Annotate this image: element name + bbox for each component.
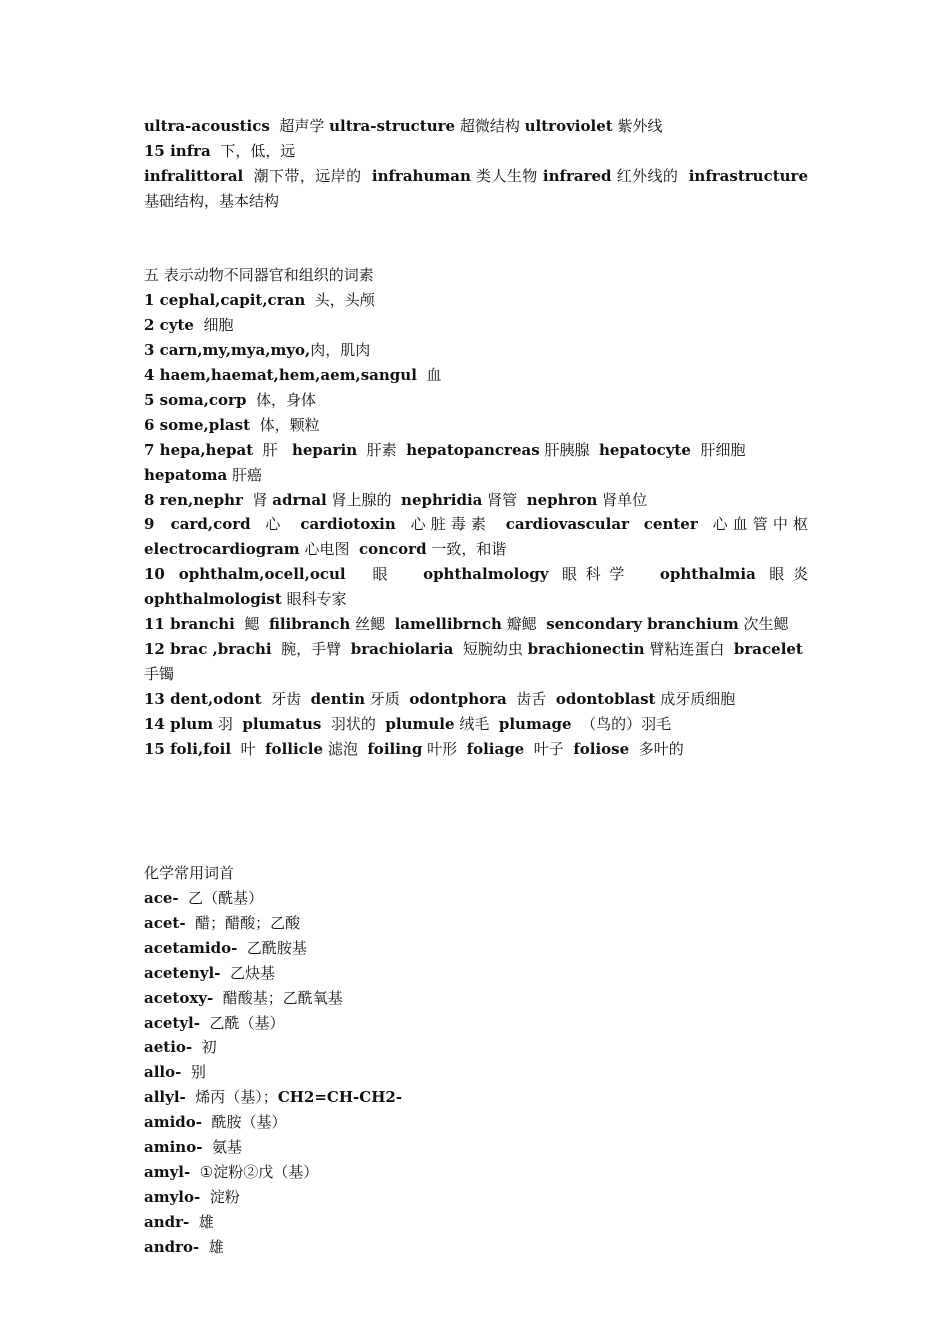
definition-text: 别 xyxy=(181,1063,206,1082)
term-text: nephridia xyxy=(401,490,483,509)
definition-text: 肝素 xyxy=(357,440,407,459)
definition-text: 叶形 xyxy=(422,739,467,758)
section-chem xyxy=(144,861,808,1260)
term-text: plumage xyxy=(498,714,572,733)
term-text: bracelet xyxy=(733,640,803,659)
term-text: infrared xyxy=(542,166,612,185)
definition-text: 肝胰腺 xyxy=(539,440,599,459)
definition-text: 紫外线 xyxy=(612,117,663,135)
text-line xyxy=(144,687,808,712)
text-line xyxy=(144,712,808,737)
definition-text: 羽状的 xyxy=(321,714,386,733)
definition-text: 肝癌 xyxy=(227,465,262,484)
text-line xyxy=(144,562,818,612)
definition-text: 肝 xyxy=(253,440,292,459)
definition-text: 雄 xyxy=(189,1212,214,1231)
term-text: odontoblast xyxy=(555,689,656,708)
term-text: 3 carn,my,mya,myo, xyxy=(144,341,311,360)
term-text: amido- xyxy=(144,1113,203,1132)
definition-text: 类人生物 xyxy=(470,166,543,185)
definition-text: 手镯 xyxy=(144,640,808,683)
text-line xyxy=(144,164,813,214)
term-text: hepatopancreas xyxy=(406,440,540,459)
section-organs xyxy=(144,263,818,761)
definition-text: 血 xyxy=(416,366,442,385)
definition-text: 下，低，远 xyxy=(210,141,296,160)
text-line xyxy=(144,512,813,562)
term-text: 8 ren,nephr xyxy=(144,490,243,509)
definition-text xyxy=(629,515,644,533)
definition-text: 肾 xyxy=(242,490,273,509)
term-text: cardiovascular xyxy=(505,515,629,534)
term-text: amino- xyxy=(144,1138,203,1157)
term-text: adrnal xyxy=(272,490,327,509)
term-text: acetamido- xyxy=(144,938,238,957)
term-text: electrocardiogram xyxy=(144,540,300,559)
text-line xyxy=(144,1110,808,1135)
document-page xyxy=(144,114,818,1260)
term-text: 14 plum xyxy=(144,714,214,733)
definition-text: 淀粉 xyxy=(200,1187,240,1206)
section-heading: 化学常用词首 xyxy=(144,864,235,883)
text-line xyxy=(144,886,808,911)
term-text: 12 brac ,brachi xyxy=(144,640,272,659)
term-text: allyl- xyxy=(144,1088,186,1107)
term-text: hepatoma xyxy=(144,465,228,484)
definition-text: 体，身体 xyxy=(246,390,316,409)
text-line xyxy=(144,438,808,488)
term-text: plumule xyxy=(385,714,455,733)
term-text: 5 soma,corp xyxy=(144,390,247,409)
text-line xyxy=(144,313,808,338)
term-text: 7 hepa,hepat xyxy=(144,440,254,459)
definition-text: 心 脏 毒 素 xyxy=(395,515,506,534)
term-text: dentin xyxy=(310,689,366,708)
text-line xyxy=(144,114,808,139)
definition-text: ①淀粉②戊（基） xyxy=(190,1163,319,1182)
text-line xyxy=(144,488,808,513)
text-line xyxy=(144,936,808,961)
term-text: brachiolaria xyxy=(350,640,454,659)
term-text: 9 card,cord xyxy=(144,515,251,534)
definition-text: （鸟的）羽毛 xyxy=(571,714,672,733)
text-line xyxy=(144,1060,808,1085)
text-line xyxy=(144,288,808,313)
definition-text: 醋酸基；乙酰氧基 xyxy=(213,988,343,1007)
definition-text: 牙齿 xyxy=(261,689,311,708)
term-text: ultra-structure xyxy=(329,117,456,135)
text-line xyxy=(144,1035,808,1060)
definition-text: 氨基 xyxy=(202,1138,242,1157)
text-line xyxy=(144,1210,808,1235)
term-text: cardiotoxin xyxy=(300,515,396,534)
definition-text: 心 xyxy=(250,515,301,534)
term-text: center xyxy=(643,515,698,534)
term-text: acetoxy- xyxy=(144,988,214,1007)
section-spacer xyxy=(144,762,808,862)
text-line xyxy=(144,413,808,438)
definition-text: 绒毛 xyxy=(454,714,499,733)
term-text: brachionectin xyxy=(527,640,645,659)
definition-text: 牙质 xyxy=(365,689,410,708)
definition-text: 眼炎 xyxy=(755,565,818,584)
definition-text: 叶 xyxy=(231,739,266,758)
definition-text: 烯丙（基）； xyxy=(185,1088,278,1107)
definition-text: 短腕幼虫 xyxy=(453,640,528,659)
term-text: ophthalmology xyxy=(423,565,549,584)
text-line xyxy=(144,388,808,413)
term-text: amyl- xyxy=(144,1163,191,1182)
term-text: 2 cyte xyxy=(144,316,194,335)
definition-text: 眼科学 xyxy=(548,565,660,584)
term-text: ophthalmia xyxy=(659,565,756,584)
term-text: CH2=CH-CH2- xyxy=(277,1088,403,1107)
text-line xyxy=(144,1135,808,1160)
term-text: andro- xyxy=(144,1237,200,1256)
definition-text: 一致，和谐 xyxy=(426,540,507,559)
definition-text: 肾单位 xyxy=(597,490,648,509)
definition-text: 羽 xyxy=(213,714,243,733)
term-text: andr- xyxy=(144,1212,190,1231)
section-heading: 五 表示动物不同器官和组织的词素 xyxy=(144,266,374,285)
term-text: filibranch xyxy=(268,615,351,634)
definition-text: 超声学 xyxy=(269,117,330,135)
definition-text: 滤泡 xyxy=(323,739,368,758)
definition-text: 细胞 xyxy=(193,316,234,335)
term-text: 15 foli,foil xyxy=(144,739,232,758)
definition-text: 肾上腺的 xyxy=(326,490,402,509)
definition-text: 基础结构，基本结构 xyxy=(144,166,813,210)
definition-text: 多叶的 xyxy=(629,739,684,758)
section-spacer xyxy=(144,214,808,264)
definition-text: 超微结构 xyxy=(455,117,525,135)
section-intro xyxy=(144,114,813,214)
term-text: infrahuman xyxy=(371,166,471,185)
definition-text: 心电图 xyxy=(299,540,359,559)
definition-text: 头，头颅 xyxy=(305,291,375,310)
definition-text: 乙酰（基） xyxy=(199,1013,285,1032)
text-line xyxy=(144,961,808,986)
text-line xyxy=(144,737,808,762)
definition-text: 乙（酰基） xyxy=(178,889,264,908)
term-text: 11 branchi xyxy=(144,615,235,634)
term-text: lamellibrnch xyxy=(394,615,502,634)
definition-text: 体，颗粒 xyxy=(250,415,320,434)
text-line xyxy=(144,1160,808,1185)
definition-text: 肾管 xyxy=(482,490,527,509)
term-text: odontphora xyxy=(409,689,507,708)
definition-text: 醋；醋酸；乙酸 xyxy=(185,913,301,932)
term-text: follicle xyxy=(265,739,324,758)
definition-text: 酰胺（基） xyxy=(202,1113,287,1132)
definition-text: 肉，肌肉 xyxy=(310,341,371,360)
term-text: 1 cephal,capit,cran xyxy=(144,291,306,310)
term-text: foliose xyxy=(573,739,630,758)
definition-text: 眼 xyxy=(345,565,424,584)
term-text: acet- xyxy=(144,913,186,932)
term-text: acetenyl- xyxy=(144,963,221,982)
term-text: acetyl- xyxy=(144,1013,200,1032)
term-text: allo- xyxy=(144,1063,182,1082)
definition-text: 乙酰胺基 xyxy=(237,938,307,957)
definition-text: 红外线的 xyxy=(611,166,689,185)
text-line xyxy=(144,637,808,687)
term-text: sencondary branchium xyxy=(546,615,739,634)
text-line xyxy=(144,612,808,637)
text-line xyxy=(144,1185,808,1210)
definition-text: 雄 xyxy=(199,1237,224,1256)
definition-text: 鳃 xyxy=(234,615,269,634)
term-text: ophthalmologist xyxy=(144,590,282,609)
term-text: aetio- xyxy=(144,1038,193,1057)
term-text: 13 dent,odont xyxy=(144,689,262,708)
term-text: foiling xyxy=(367,739,423,758)
term-text: heparin xyxy=(291,440,358,459)
definition-text: 眼科专家 xyxy=(281,590,347,609)
text-line xyxy=(144,911,808,936)
definition-text: 臂粘连蛋白 xyxy=(644,640,734,659)
term-text: infralittoral xyxy=(144,166,244,185)
term-text: amylo- xyxy=(144,1187,201,1206)
term-text: 15 infra xyxy=(144,141,211,160)
term-text: hepatocyte xyxy=(598,440,691,459)
definition-text: 腕，手臂 xyxy=(271,640,351,659)
term-text: 6 some,plast xyxy=(144,415,251,434)
definition-text: 丝鳃 xyxy=(350,615,395,634)
term-text: concord xyxy=(359,540,427,559)
term-text: ultra-acoustics xyxy=(144,117,270,135)
text-line xyxy=(144,986,808,1011)
definition-text: 肝细胞 xyxy=(690,440,755,459)
term-text: ace- xyxy=(144,889,179,908)
definition-text: 心 血 管 中 枢 xyxy=(697,515,813,534)
term-text: foliage xyxy=(466,739,525,758)
text-line xyxy=(144,338,808,363)
term-text: plumatus xyxy=(242,714,322,733)
text-line xyxy=(144,1235,808,1260)
text-line xyxy=(144,1011,808,1036)
term-text: nephron xyxy=(526,490,598,509)
definition-text: 潮下带，远岸的 xyxy=(243,166,372,185)
term-text: ultroviolet xyxy=(524,117,613,135)
definition-text: 初 xyxy=(192,1038,217,1057)
text-line xyxy=(144,139,808,164)
definition-text: 成牙质细胞 xyxy=(655,689,736,708)
definition-text: 瓣鳃 xyxy=(501,615,547,634)
definition-text: 乙炔基 xyxy=(220,963,275,982)
definition-text: 齿舌 xyxy=(506,689,556,708)
term-text: infrastructure xyxy=(688,166,808,185)
text-line xyxy=(144,363,808,388)
term-text: 10 ophthalm,ocell,ocul xyxy=(144,565,346,584)
text-line xyxy=(144,1085,808,1110)
definition-text: 叶子 xyxy=(524,739,574,758)
definition-text: 次生鳃 xyxy=(738,615,789,634)
term-text: 4 haem,haemat,hem,aem,sangul xyxy=(144,366,417,385)
